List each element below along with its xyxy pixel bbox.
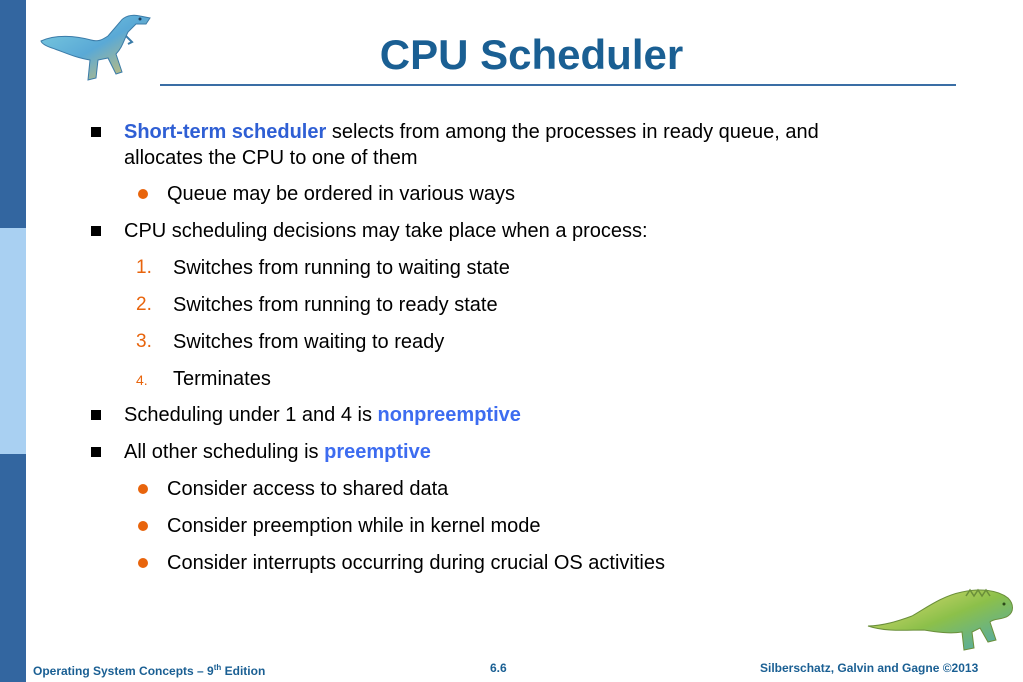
footer-edition-sup: th: [213, 663, 222, 672]
list-item-waiting-to-ready: Switches from waiting to ready: [173, 331, 445, 353]
circle-bullet-icon: [138, 189, 148, 199]
list-number: 3.: [136, 331, 152, 352]
footer-edition-text: Edition: [221, 664, 266, 678]
list-number: 2.: [136, 294, 152, 315]
term-short-term-scheduler: Short-term scheduler: [124, 121, 327, 143]
circle-bullet-icon: [138, 521, 148, 531]
bullet-short-term-line2: allocates the CPU to one of them: [124, 147, 418, 169]
square-bullet-icon: [91, 447, 101, 457]
list-number: 4.: [136, 372, 148, 388]
bullet-decisions: CPU scheduling decisions may take place when a process:: [124, 220, 648, 242]
bullet-preemptive: [124, 439, 431, 465]
bullet-text: All other scheduling is: [124, 441, 325, 463]
term-nonpreemptive: nonpreemptive: [377, 404, 521, 426]
footer-book-title: [33, 660, 265, 679]
bullet-text: selects from among the processes in ready queue, and: [331, 121, 819, 143]
footer-authors: Silberschatz, Galvin and Gagne ©2013: [760, 661, 979, 675]
sub-bullet-queue-order: Queue may be ordered in various ways: [167, 183, 515, 205]
bullet-nonpreemptive: [124, 402, 521, 428]
bullet-short-term: [124, 119, 819, 145]
sub-bullet-kernel-mode: Consider preemption while in kernel mode: [167, 515, 541, 537]
square-bullet-icon: [91, 127, 101, 137]
term-preemptive: preemptive: [324, 441, 431, 463]
slide-number: 6.6: [490, 661, 507, 675]
sub-bullet-interrupts: Consider interrupts occurring during crucial OS activities: [167, 552, 665, 574]
footer-book-title-text: Operating System Concepts – 9: [33, 664, 214, 678]
dinosaur-icon: [866, 582, 1016, 662]
page-title: CPU Scheduler: [379, 31, 684, 78]
circle-bullet-icon: [138, 484, 148, 494]
sub-bullet-shared-data: Consider access to shared data: [167, 478, 449, 500]
list-item-running-to-waiting: Switches from running to waiting state: [173, 257, 510, 279]
list-item-running-to-ready: Switches from running to ready state: [173, 294, 498, 316]
square-bullet-icon: [91, 226, 101, 236]
list-number: 1.: [136, 257, 152, 278]
bullet-text: Scheduling under 1 and 4 is: [124, 404, 378, 426]
list-item-terminates: Terminates: [173, 368, 271, 390]
square-bullet-icon: [91, 410, 101, 420]
circle-bullet-icon: [138, 558, 148, 568]
